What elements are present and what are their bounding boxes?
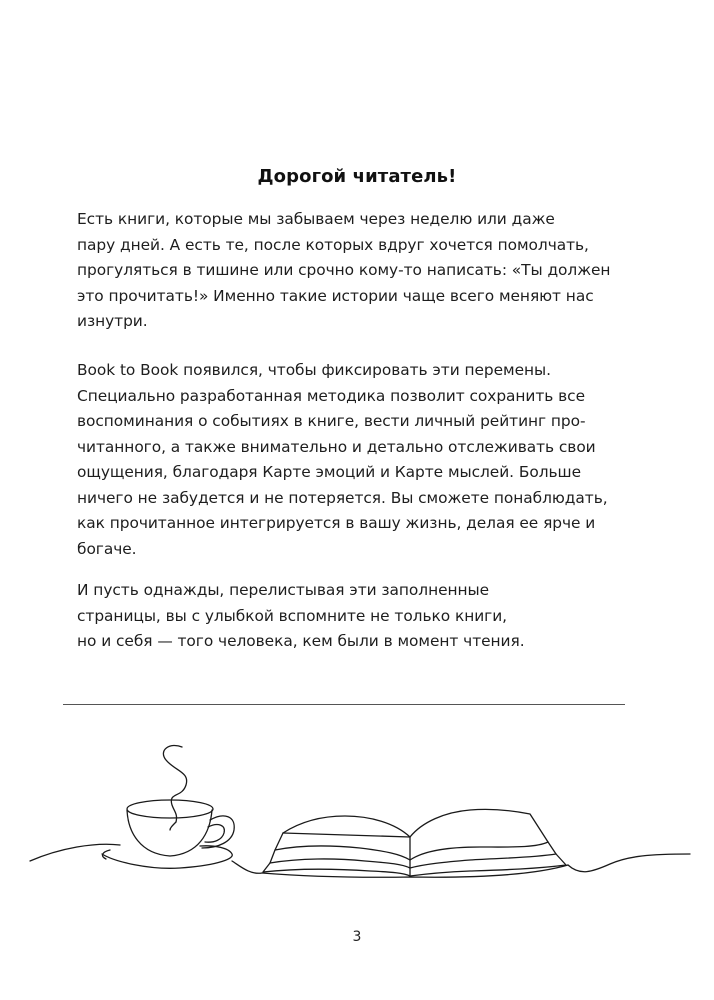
- text-line: страницы, вы с улыбкой вспомните не только книги,: [77, 606, 507, 625]
- text-line: это прочитать!» Именно такие истории чаще всего меняют нас: [77, 286, 594, 305]
- open-book-icon: [262, 809, 568, 877]
- coffee-cup-icon: [102, 800, 234, 868]
- text-line: И пусть однажды, перелистывая эти заполненные: [77, 581, 490, 599]
- text-line: как прочитанное интегрируется в вашу жизнь, делая ее ярче и: [77, 514, 596, 532]
- text-line: ощущения, благодаря Карте эмоций и Карте мыслей. Больше: [77, 463, 581, 481]
- text-line: богаче.: [77, 539, 137, 558]
- paragraph-closing: [77, 578, 637, 655]
- text-line: Есть книги, которые мы забываем через неделю или даже: [77, 210, 555, 228]
- text-line: прогуляться в тишине или срочно кому-то написать: «Ты должен: [77, 261, 611, 279]
- text-line: Специально разработанная методика позволит сохранить все: [77, 386, 586, 405]
- text-line: изнутри.: [77, 312, 148, 330]
- text-line: читанного, а также внимательно и детально отслеживать свои: [77, 437, 596, 456]
- paragraph-intro: [77, 207, 637, 335]
- text-line: воспоминания о событиях в книге, вести личный рейтинг про-: [77, 412, 586, 430]
- page-number: 3: [352, 929, 362, 945]
- text-line: Book to Book появился, чтобы фиксировать эти перемены.: [77, 361, 551, 379]
- page-heading: Дорогой читатель!: [257, 166, 457, 187]
- paragraph-about-book: [77, 358, 637, 562]
- text-line: ничего не забудется и не потеряется. Вы сможете понаблюдать,: [77, 488, 608, 507]
- line-art-illustration: [0, 730, 714, 890]
- horizontal-divider: [63, 704, 625, 705]
- text-line: но и себя — того человека, кем были в момент чтения.: [77, 632, 525, 650]
- text-line: пару дней. А есть те, после которых вдруг хочется помолчать,: [77, 235, 589, 254]
